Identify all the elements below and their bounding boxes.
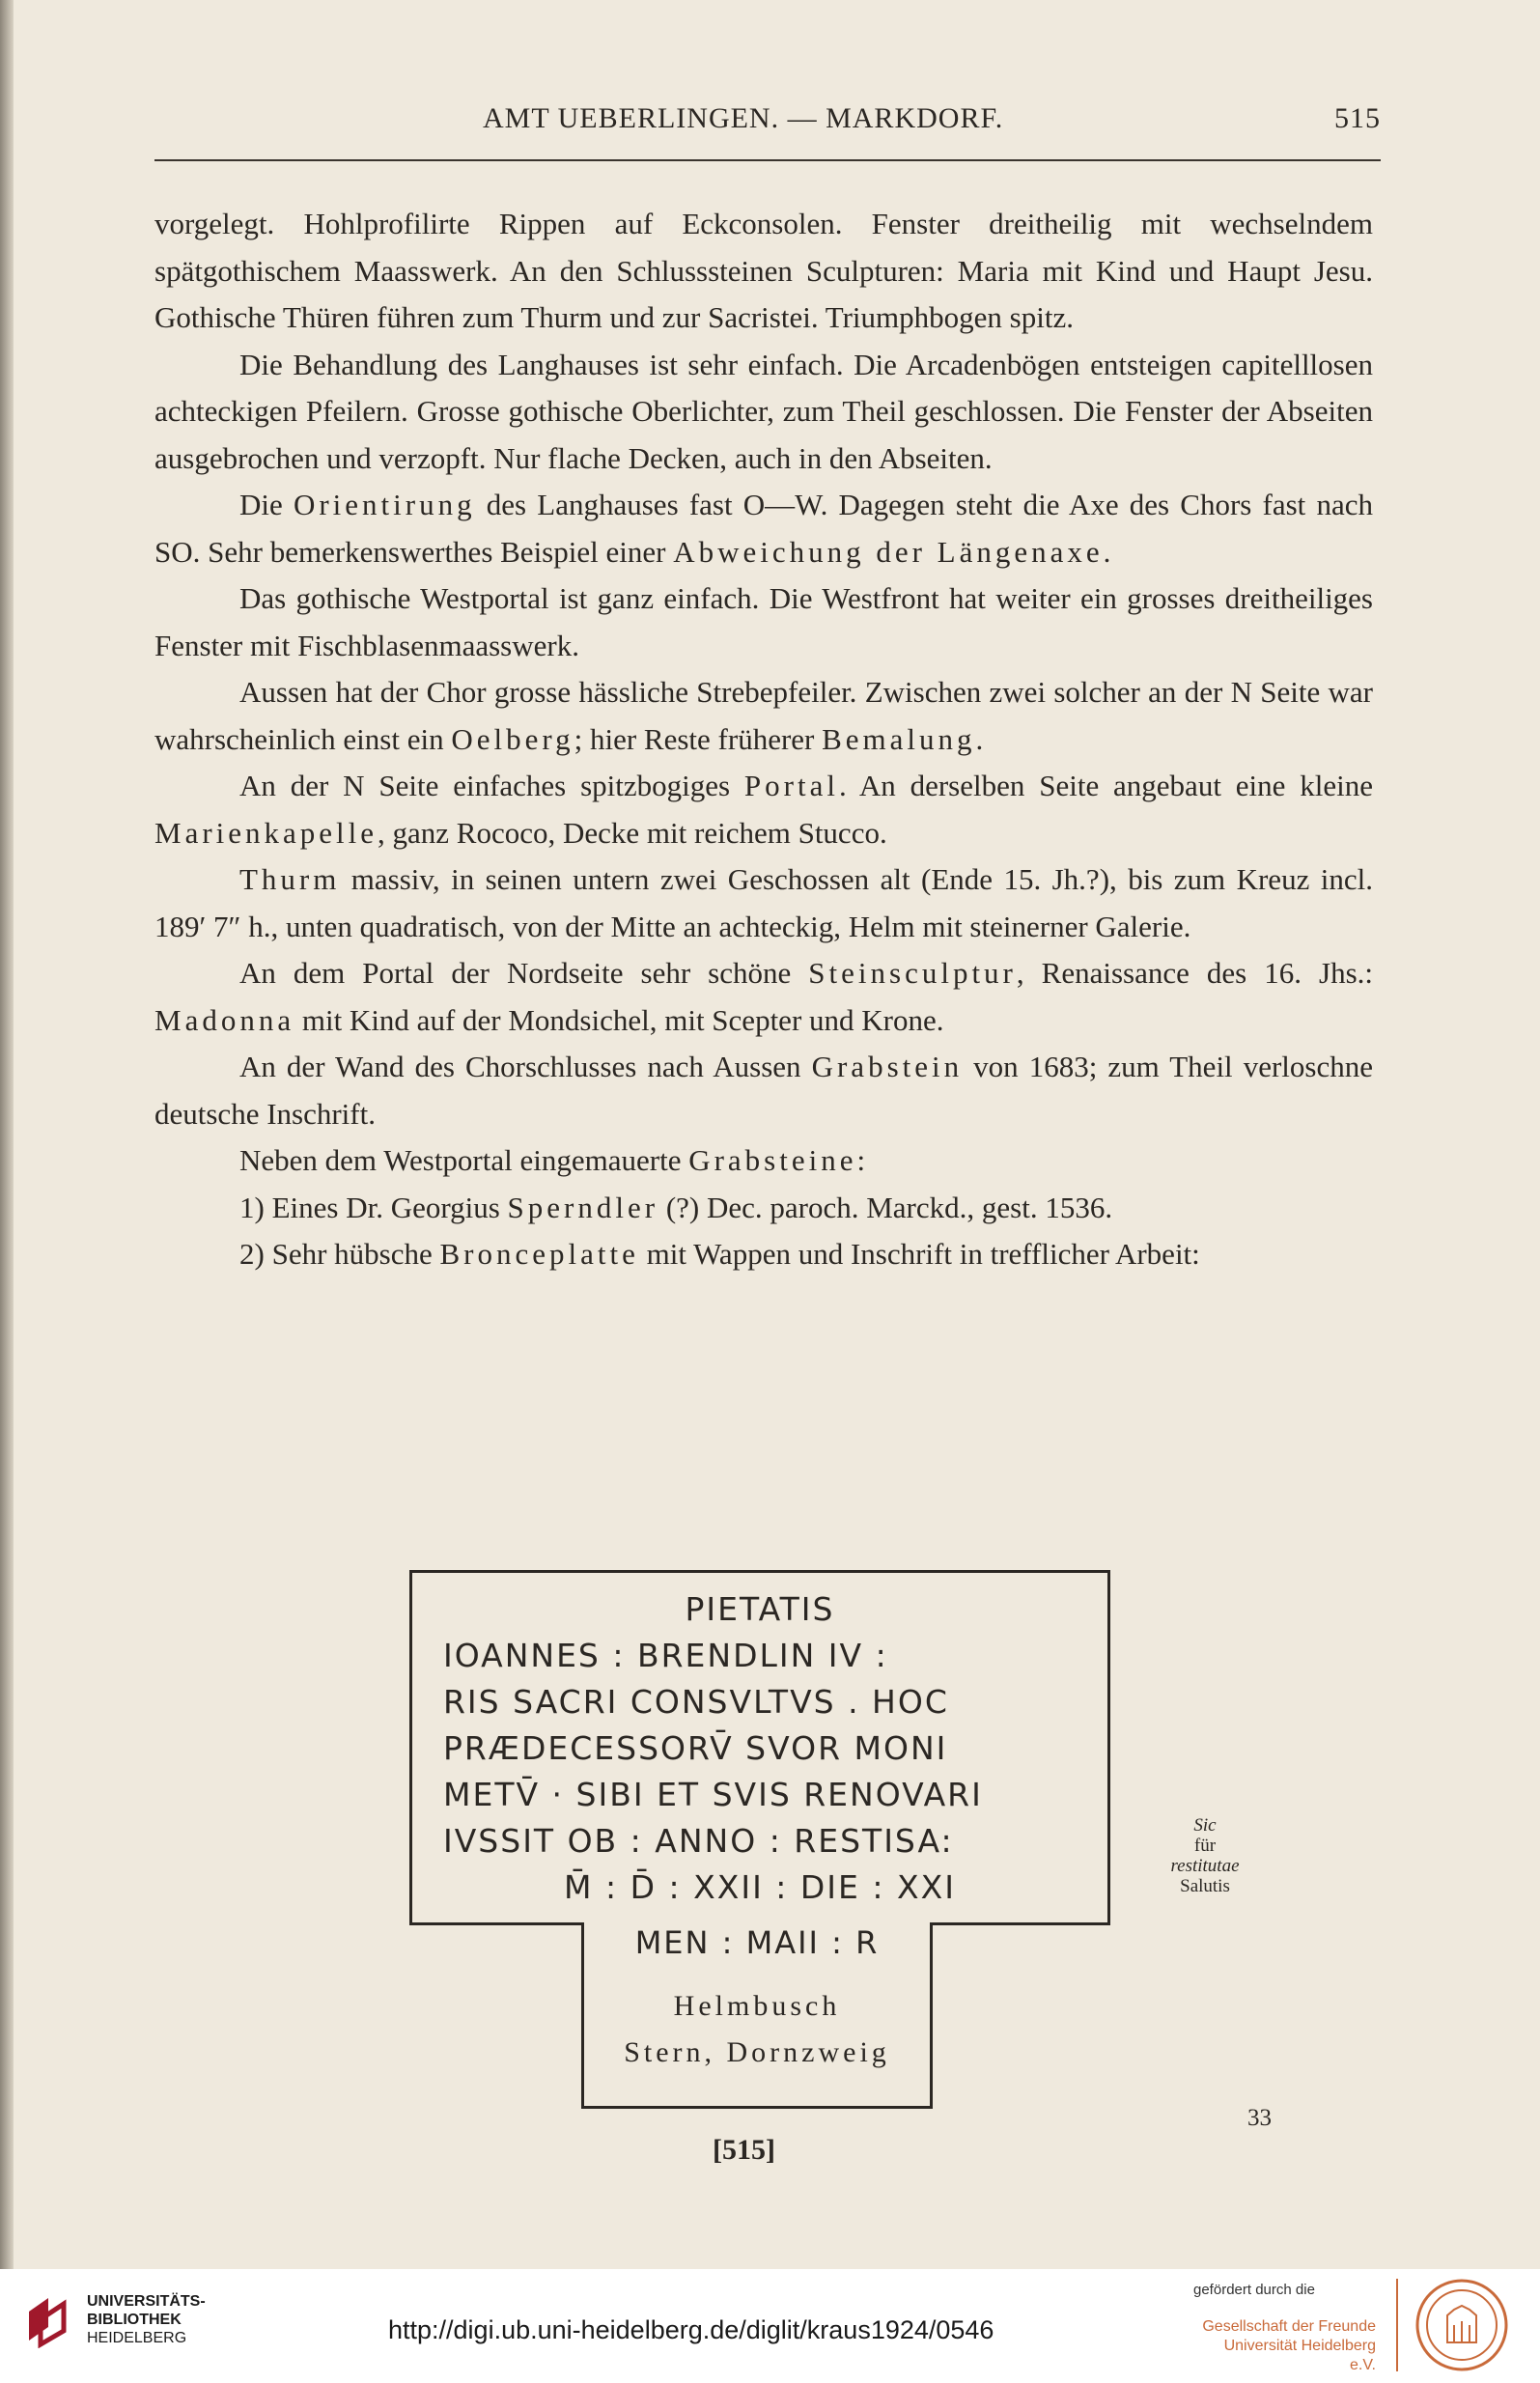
scan-edge bbox=[0, 0, 14, 2269]
footer-bar bbox=[0, 2269, 1540, 2383]
plate-line: PRÆDECESSORV̄ SVOR MONI bbox=[443, 1729, 948, 1767]
spaced-term: Madonna bbox=[154, 1002, 295, 1037]
spaced-term: Thurm bbox=[239, 862, 341, 896]
sponsor-link[interactable] bbox=[1197, 2317, 1376, 2375]
paragraph: Die Orientirung des Langhauses fast O—W. Dagegen steht die Axe des Chors fast nach SO. Sehr bemerkenswerthes Beispiel einer Abweichung der Längenaxe. bbox=[154, 488, 1373, 569]
running-head: AMT UEBERLINGEN. — MARKDORF. bbox=[483, 102, 1004, 134]
plate-lower-frame bbox=[581, 1922, 933, 2109]
plate-line: M̄ : D̄ : XXII : DIE : XXI bbox=[564, 1868, 956, 1906]
spaced-term: Bemalung bbox=[822, 721, 976, 756]
spaced-term: Bronceplatte bbox=[439, 1237, 639, 1271]
plate-line: RIS SACRI CONSVLTVS . HOC bbox=[443, 1683, 949, 1721]
ub-name[interactable] bbox=[87, 2292, 206, 2347]
paragraph: Die Behandlung des Langhauses ist sehr einfach. Die Arcadenbögen entsteigen capitelllosen achteckigen Pfeilern. Grosse gothische Oberlichter, zum Theil geschlossen. Die Fenster der Abseiten ausgebrochen und verzopft. Nur flache Decken, auch in den Abseiten. bbox=[154, 347, 1373, 475]
ub-logo-icon[interactable] bbox=[21, 2290, 79, 2348]
spaced-term: Steinsculptur bbox=[808, 956, 1017, 990]
ub-name-line: HEIDELBERG bbox=[87, 2330, 187, 2346]
plate-line: METV̄ · SIBI ET SVIS RENOVARI bbox=[443, 1776, 983, 1813]
bronze-plate-inscription bbox=[409, 1570, 1110, 2109]
plate-line: PIETATIS bbox=[685, 1590, 835, 1628]
margin-note-line: Salutis bbox=[1180, 1876, 1230, 1896]
plate-line: MEN : MAII : R bbox=[634, 1924, 880, 1961]
paragraph: An dem Portal der Nordseite sehr schöne Steinsculptur, Renaissance des 16. Jhs.: Madonna mit Kind auf der Mondsichel, mit Scepter und Krone. bbox=[154, 956, 1373, 1037]
spaced-term: Marienkapelle bbox=[154, 815, 378, 850]
spaced-term: Portal bbox=[743, 769, 839, 802]
spaced-term: Oelberg bbox=[451, 721, 574, 756]
permalink-url[interactable]: http://digi.ub.uni-heidelberg.de/diglit/kraus1924/0546 bbox=[388, 2315, 994, 2344]
spaced-term: Grabsteine bbox=[688, 1143, 857, 1177]
spaced-term: Abweichung der Längenaxe bbox=[673, 534, 1104, 569]
bottom-folio: [515] bbox=[713, 2134, 775, 2166]
paragraph: Das gothische Westportal ist ganz einfach. Die Westfront hat weiter ein grosses dreitheiliges Fenster mit Fischblasenmaasswerk. bbox=[154, 581, 1373, 662]
plate-note: Helmbusch bbox=[673, 1990, 841, 2022]
paragraph: vorgelegt. Hohlprofilirte Rippen auf Eckconsolen. Fenster dreitheilig mit wechselndem spätgothischem Maasswerk. An den Schlusssteinen Sculpturen: Maria mit Kind und Haupt Jesu. Gothische Thüren führen zum Thurm und zur Sacristei. Triumphbogen spitz. bbox=[154, 207, 1373, 334]
signature-mark: 33 bbox=[1247, 2105, 1272, 2131]
paragraph: 1) Eines Dr. Georgius Sperndler (?) Dec. paroch. Marckd., gest. 1536. bbox=[239, 1190, 1113, 1224]
body-text bbox=[154, 201, 1373, 1278]
plate-line: IOANNES : BRENDLIN IV : bbox=[443, 1637, 888, 1674]
sponsor-line: Universität Heidelberg e.V. bbox=[1223, 2338, 1376, 2373]
margin-note-line: für bbox=[1193, 1836, 1217, 1856]
plate-line: IVSSIT OB : ANNO : RESTISA: bbox=[443, 1822, 954, 1860]
margin-note-line: Sic bbox=[1193, 1815, 1217, 1836]
ub-name-line: BIBLIOTHEK bbox=[87, 2312, 182, 2328]
sponsor-label: gefördert durch die bbox=[1193, 2282, 1315, 2298]
paragraph: An der Wand des Chorschlusses nach Aussen Grabstein von 1683; zum Theil verloschne deutsche Inschrift. bbox=[154, 1050, 1373, 1131]
spaced-term: Grabstein bbox=[811, 1050, 964, 1083]
paragraph: Neben dem Westportal eingemauerte Grabsteine: bbox=[239, 1143, 866, 1177]
divider bbox=[1396, 2279, 1398, 2371]
paragraph: An der N Seite einfaches spitzbogiges Portal. An derselben Seite angebaut eine kleine Marienkapelle, ganz Rococo, Decke mit reichem Stucco. bbox=[154, 769, 1373, 850]
paragraph: Aussen hat der Chor grosse hässliche Strebepfeiler. Zwischen zwei solcher an der N Seite war wahrscheinlich einst ein Oelberg; hier Reste früherer Bemalung. bbox=[154, 675, 1373, 756]
margin-note-line: restitutae bbox=[1170, 1856, 1240, 1876]
margin-note bbox=[1152, 1815, 1258, 1896]
ub-name-line: UNIVERSITÄTS- bbox=[87, 2293, 206, 2310]
page-number: 515 bbox=[1334, 102, 1381, 134]
spaced-term: Sperndler bbox=[507, 1190, 659, 1224]
header-rule bbox=[154, 159, 1381, 161]
page-header bbox=[154, 95, 1381, 153]
plate-frame bbox=[409, 1570, 1110, 1925]
paragraph: 2) Sehr hübsche Bronceplatte mit Wappen und Inschrift in trefflicher Arbeit: bbox=[239, 1237, 1200, 1271]
sponsor-line: Gesellschaft der Freunde bbox=[1202, 2318, 1376, 2335]
plate-note: Stern, Dornzweig bbox=[624, 2036, 890, 2068]
spaced-term: Orientirung bbox=[293, 488, 476, 521]
university-seal-icon[interactable] bbox=[1414, 2277, 1510, 2373]
paragraph: Thurm massiv, in seinen untern zwei Geschossen alt (Ende 15. Jh.?), bis zum Kreuz incl. 189′ 7″ h., unten quadratisch, von der Mitte an achteckig, Helm mit steinerner Galerie. bbox=[154, 862, 1373, 943]
